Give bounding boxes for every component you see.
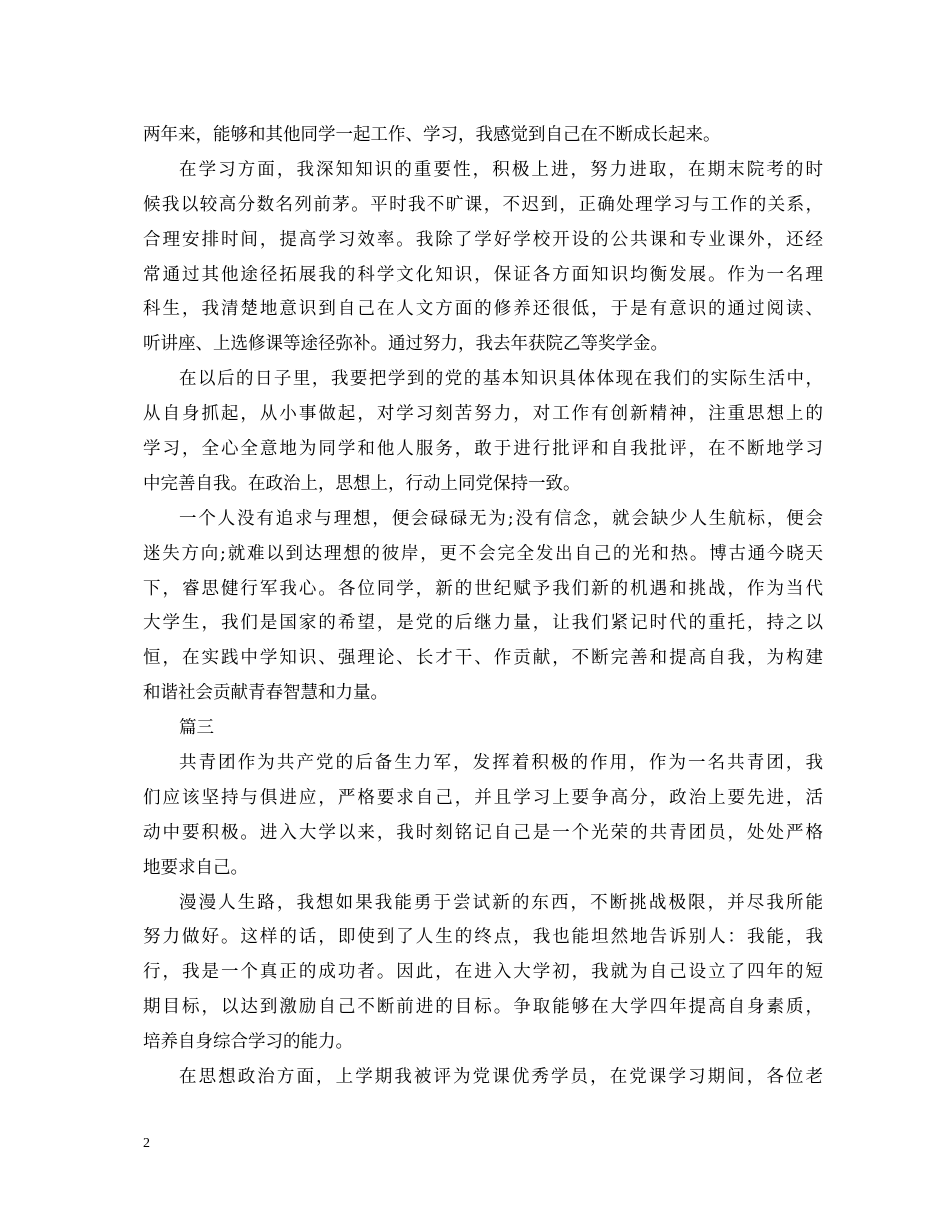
body-text [143,118,823,1095]
text-line: 从自身抓起，从小事做起，对学习刻苦努力，对工作有创新精神，注重思想上的 [143,404,823,425]
text-line: 一个人没有追求与理想，便会碌碌无为;没有信念，就会缺少人生航标，便会 [179,508,823,529]
text-line: 在学习方面，我深知知识的重要性，积极上进，努力进取，在期末院考的时 [179,159,823,180]
text-line: 地要求自己。 [143,857,248,878]
text-line: 候我以较高分数名列前茅。平时我不旷课，不迟到，正确处理学习与工作的关系， [143,194,823,215]
text-line: 合理安排时间，提高学习效率。我除了学好学校开设的公共课和专业课外，还经 [143,229,823,250]
text-line: 迷失方向;就难以到达理想的彼岸，更不会完全发出自己的光和热。博古通今晓天 [143,543,823,564]
text-line: 大学生，我们是国家的希望，是党的后继力量，让我们紧记时代的重托，持之以 [143,613,823,634]
text-line: 篇三 [179,718,214,739]
text-line: 中完善自我。在政治上，思想上，行动上同党保持一致。 [143,473,581,494]
text-line: 常通过其他途径拓展我的科学文化知识，保证各方面知识均衡发展。作为一名理 [143,264,823,285]
text-line: 漫漫人生路，我想如果我能勇于尝试新的东西，不断挑战极限，并尽我所能 [179,892,823,913]
text-line: 科生，我清楚地意识到自己在人文方面的修养还很低，于是有意识的通过阅读、 [143,299,823,320]
text-line: 培养自身综合学习的能力。 [143,1032,353,1053]
text-line: 听讲座、上选修课等途径弥补。通过努力，我去年获院乙等奖学金。 [143,334,668,355]
text-line: 动中要积极。进入大学以来，我时刻铭记自己是一个光荣的共青团员，处处严格 [143,822,823,843]
text-line: 恒，在实践中学知识、强理论、长才干、作贡献，不断完善和提高自我，为构建 [143,648,823,669]
text-line: 学习，全心全意地为同学和他人服务，敢于进行批评和自我批评，在不断地学习 [143,439,823,460]
text-line: 们应该坚持与俱进应，严格要求自己，并且学习上要争高分，政治上要先进，活 [143,787,823,808]
text-line: 期目标，以达到激励自己不断前进的目标。争取能够在大学四年提高自身素质， [143,997,823,1018]
text-line: 努力做好。这样的话，即使到了人生的终点，我也能坦然地告诉别人：我能，我 [143,927,823,948]
page-number: 2 [143,1136,150,1151]
text-line: 在思想政治方面，上学期我被评为党课优秀学员，在党课学习期间，各位老 [179,1067,823,1088]
text-line: 下，睿思健行军我心。各位同学，新的世纪赋予我们新的机遇和挑战，作为当代 [143,578,823,599]
text-line: 在以后的日子里，我要把学到的党的基本知识具体体现在我们的实际生活中， [179,369,823,390]
text-line: 共青团作为共产党的后备生力军，发挥着积极的作用，作为一名共青团，我 [179,753,823,774]
text-line: 行，我是一个真正的成功者。因此，在进入大学初，我就为自己设立了四年的短 [143,962,823,983]
text-line: 和谐社会贡献青春智慧和力量。 [143,683,388,704]
text-line: 两年来，能够和其他同学一起工作、学习，我感觉到自己在不断成长起来。 [143,125,721,145]
